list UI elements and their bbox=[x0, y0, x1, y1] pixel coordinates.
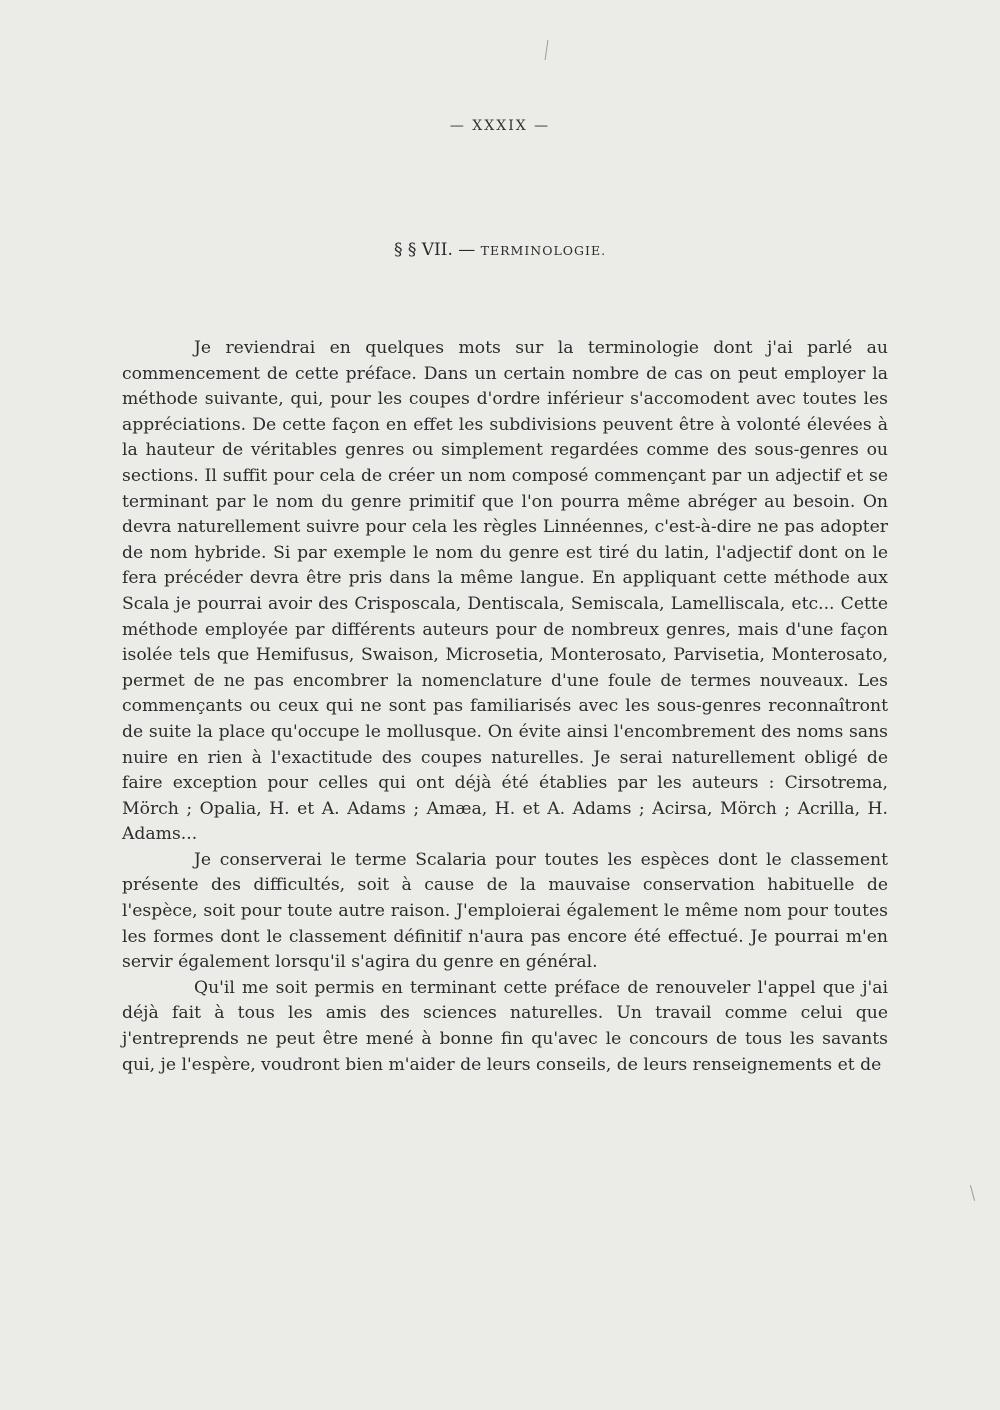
section-heading bbox=[0, 240, 1000, 260]
body-text bbox=[122, 336, 888, 1078]
paragraph: Qu'il me soit permis en terminant cette préface de renouveler l'appel que j'ai déjà fait à tous les amis des sciences naturelles. Un travail comme celui que j'entreprends ne peut être mené à bonne fin qu'avec le concours de tous les savants qui, je l'espère, voudront bien m'aider de leurs conseils, de leurs renseignements et de bbox=[122, 977, 888, 1075]
margin-mark bbox=[545, 40, 549, 60]
page-number: — XXXIX — bbox=[449, 118, 551, 134]
margin-mark bbox=[970, 1185, 975, 1201]
paragraph: Je conserverai le terme Scalaria pour toutes les espèces dont le classement présente des difficultés, soit à cause de la mauvaise conservation habituelle de l'espèce, soit pour toute autre raison. J'emploierai également le même nom pour toutes les formes dont le classement définitif n'aura pas encore été effectué. Je pourrai m'en servir également lorsqu'il s'agira du genre en général. bbox=[122, 849, 888, 973]
section-number: § § VII. bbox=[393, 240, 453, 260]
section-title: TERMINOLOGIE. bbox=[480, 243, 607, 258]
paragraph: Je reviendrai en quelques mots sur la terminologie dont j'ai parlé au commencement de cette préface. Dans un certain nombre de cas on peut employer la méthode suivante, qui, pour les coupes d'ordre inférieur s'accomodent avec toutes les appréciations. De cette façon en effet les subdivisions peuvent être à volonté élevées à la hauteur de véritables genres ou simplement regardées comme des sous-genres ou sections. Il suffit pour cela de créer un nom composé commençant par un adjectif et se terminant par le nom du genre primitif que l'on pourra même abréger au besoin. On devra naturellement suivre pour cela les règles Linnéennes, c'est-à-dire ne pas adopter de nom hybride. Si par exemple le nom du genre est tiré du latin, l'adjectif dont on le fera précéder devra être pris dans la même langue. En appliquant cette méthode aux Scala je pourrai avoir des Crisposcala, Dentiscala, Semiscala, Lamelliscala, etc... Cette méthode employée par différents auteurs pour de nombreux genres, mais d'une façon isolée tels que Hemifusus, Swaison, Microsetia, Monterosato, Parvisetia, Monterosato, permet de ne pas encombrer la nomenclature d'une foule de termes nouveaux. Les commençants ou ceux qui ne sont pas familiarisés avec les sous-genres reconnaîtront de suite la place qu'occupe le mollusque. On évite ainsi l'encombrement des noms sans nuire en rien à l'exactitude des coupes naturelles. Je serai naturellement obligé de faire exception pour celles qui ont déjà été établies par les auteurs : Cirsotrema, Mörch ; Opalia, H. et A. Adams ; Amæa, H. et A. Adams ; Acirsa, Mörch ; Acrilla, H. Adams... bbox=[122, 338, 888, 845]
section-dash: — bbox=[452, 240, 481, 260]
